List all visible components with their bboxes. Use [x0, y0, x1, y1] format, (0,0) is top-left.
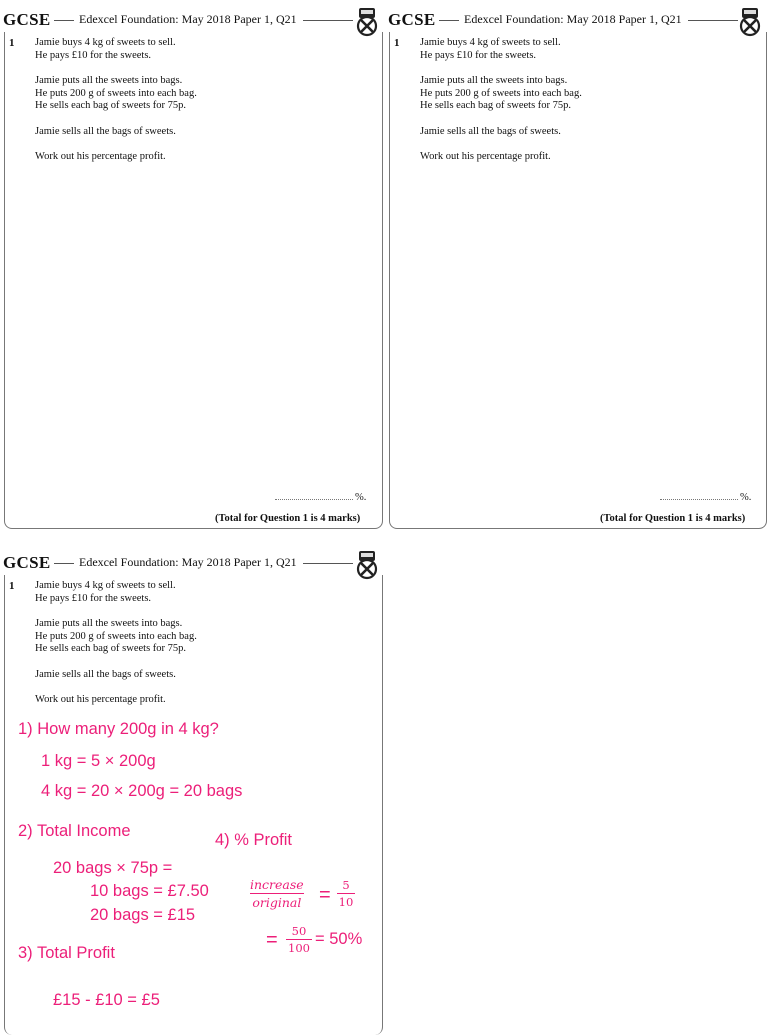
gcse-brand: GCSE	[3, 553, 51, 572]
solution-step2-title: 2) Total Income	[18, 822, 131, 840]
question-line: Jamie buys 4 kg of sweets to sell.	[35, 580, 176, 591]
exam-title: Edexcel Foundation: May 2018 Paper 1, Q21	[464, 12, 682, 26]
question-line: He pays £10 for the sweets.	[420, 49, 537, 61]
question-text	[420, 37, 582, 177]
question-line: Work out his percentage profit.	[35, 694, 166, 705]
question-text	[35, 37, 197, 177]
total-marks: (Total for Question 1 is 4 marks)	[600, 513, 746, 524]
question-line: He puts 200 g of sweets into each bag.	[420, 87, 582, 99]
equals-sign: =	[266, 929, 278, 951]
question-line: Work out his percentage profit.	[35, 151, 166, 162]
card-header	[3, 553, 383, 577]
question-line: Jamie sells all the bags of sweets.	[420, 125, 561, 137]
card-header	[388, 10, 768, 34]
card-header	[3, 10, 383, 34]
question-number: 1	[9, 580, 15, 592]
question-line: Jamie buys 4 kg of sweets to sell.	[420, 37, 561, 48]
solution-step4-title: 4) % Profit	[215, 831, 293, 849]
question-number: 1	[394, 37, 400, 49]
question-card-worked	[3, 553, 383, 1024]
question-line: Jamie puts all the sweets into bags.	[420, 75, 568, 86]
equals-sign: =	[319, 884, 331, 906]
solution-step2-line2: 10 bags = £7.50	[90, 882, 209, 900]
question-card-blank-1	[3, 10, 383, 530]
fraction-numerator: increase	[250, 877, 304, 892]
question-card-blank-2	[388, 10, 768, 530]
header-rule	[54, 20, 74, 21]
question-line: Jamie buys 4 kg of sweets to sell.	[35, 37, 176, 48]
solution-step1-line1: 1 kg = 5 × 200g	[41, 752, 156, 770]
fraction-denominator: 10	[338, 895, 354, 909]
solution-result: = 50%	[315, 930, 363, 948]
question-line: Jamie sells all the bags of sweets.	[35, 125, 176, 137]
question-line: He puts 200 g of sweets into each bag.	[35, 87, 197, 99]
question-number: 1	[9, 37, 15, 49]
question-line: Jamie puts all the sweets into bags.	[35, 75, 183, 86]
fraction-denominator: original	[252, 895, 302, 910]
answer-unit: %.	[740, 492, 752, 503]
exam-title: Edexcel Foundation: May 2018 Paper 1, Q21	[79, 555, 297, 569]
question-line: He pays £10 for the sweets.	[35, 592, 152, 604]
question-text	[35, 580, 197, 720]
question-line: He puts 200 g of sweets into each bag.	[35, 630, 197, 642]
question-line: Work out his percentage profit.	[420, 151, 551, 162]
question-line: He sells each bag of sweets for 75p.	[35, 643, 187, 654]
question-line: He pays £10 for the sweets.	[35, 49, 152, 61]
fraction-5-over-10	[337, 878, 355, 909]
solution-step2-line1: 20 bags × 75p =	[53, 859, 173, 877]
answer-line[interactable]	[275, 492, 366, 503]
solution-step3-line1: £15 - £10 = £5	[53, 991, 160, 1009]
question-line: Jamie sells all the bags of sweets.	[35, 668, 176, 680]
answer-line[interactable]	[660, 492, 751, 503]
fraction-increase-over-original	[250, 877, 304, 910]
question-line: Jamie puts all the sweets into bags.	[35, 618, 183, 629]
gcse-brand: GCSE	[388, 10, 436, 29]
solution-step2-line3: 20 bags = £15	[90, 906, 196, 924]
answer-unit: %.	[355, 492, 367, 503]
question-line: He sells each bag of sweets for 75p.	[35, 100, 187, 111]
solution-step3-title: 3) Total Profit	[18, 944, 115, 962]
header-rule	[688, 20, 738, 21]
fraction-numerator: 5	[342, 878, 350, 892]
total-marks: (Total for Question 1 is 4 marks)	[215, 513, 361, 524]
header-rule	[439, 20, 459, 21]
fraction-numerator: 50	[291, 924, 307, 938]
header-rule	[54, 563, 74, 564]
solution-step1-line2: 4 kg = 20 × 200g = 20 bags	[41, 782, 243, 800]
question-line: He sells each bag of sweets for 75p.	[420, 100, 572, 111]
exam-title: Edexcel Foundation: May 2018 Paper 1, Q21	[79, 12, 297, 26]
header-rule	[303, 20, 353, 21]
header-rule	[303, 563, 353, 564]
solution-step1-title: 1) How many 200g in 4 kg?	[18, 720, 219, 738]
gcse-brand: GCSE	[3, 10, 51, 29]
fraction-denominator: 100	[288, 941, 310, 955]
fraction-50-over-100	[286, 924, 312, 955]
